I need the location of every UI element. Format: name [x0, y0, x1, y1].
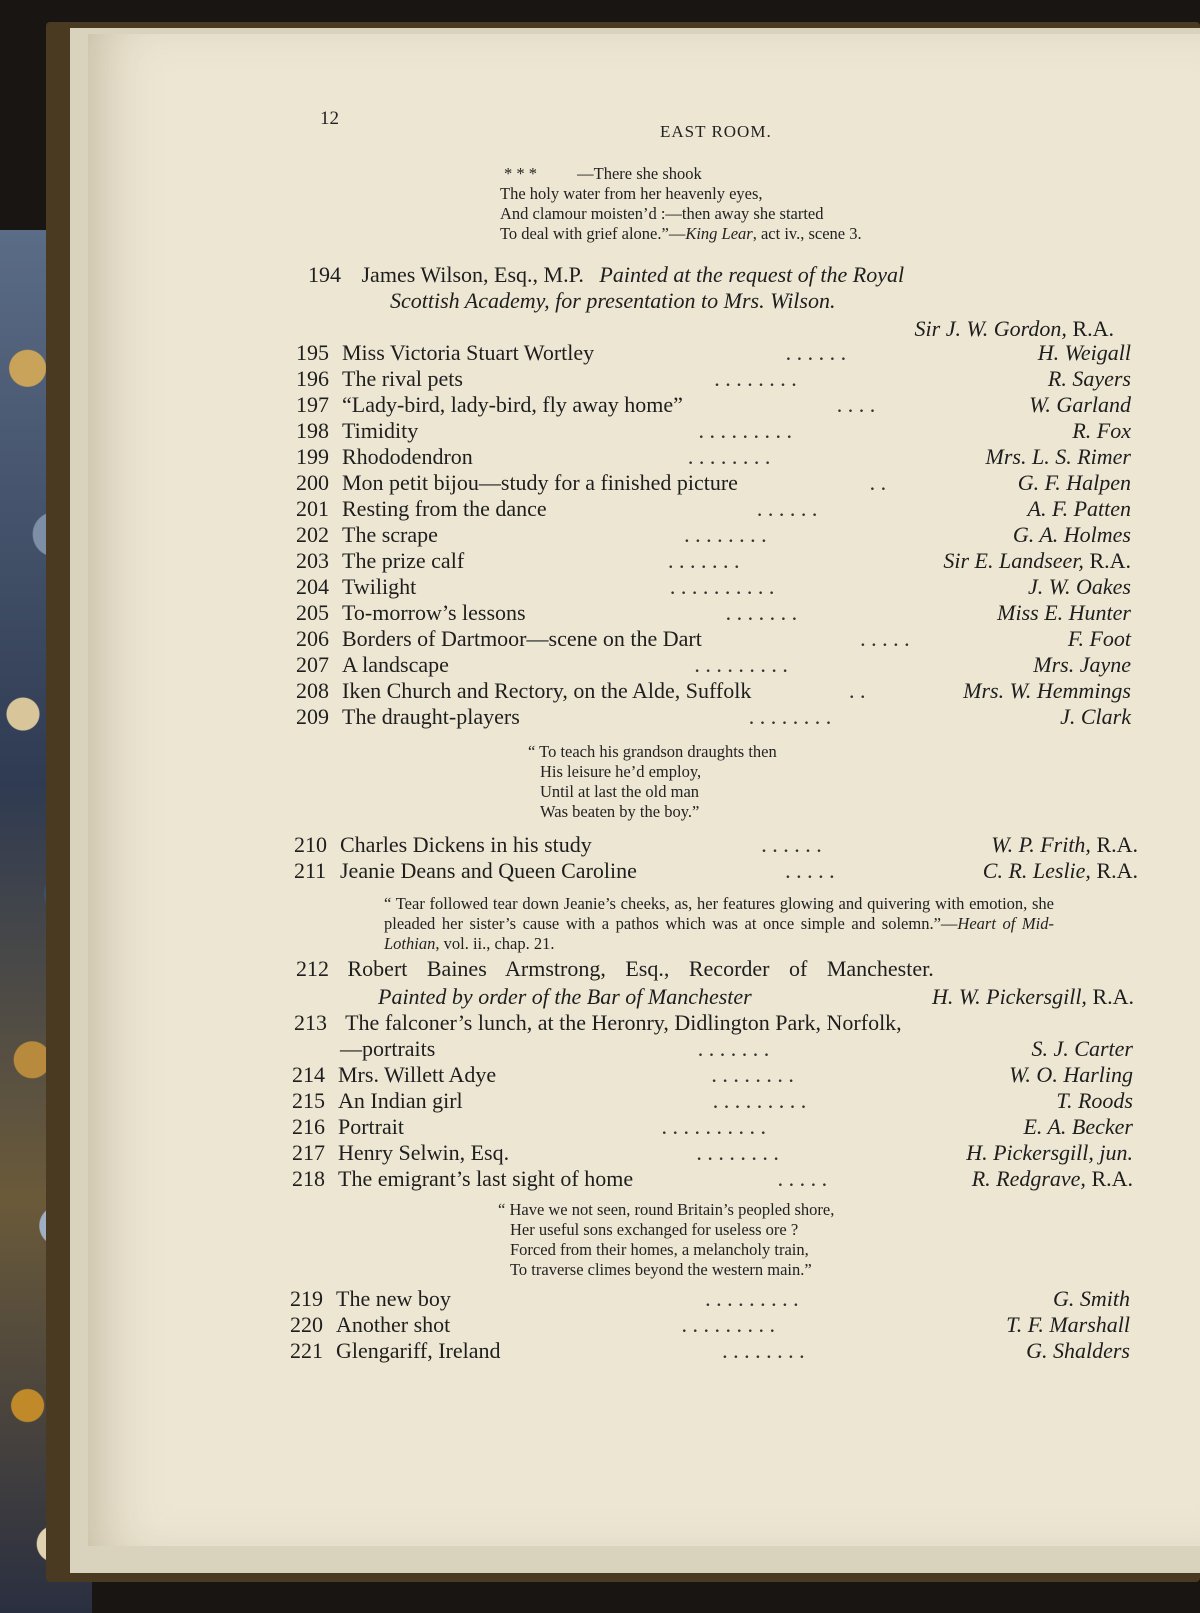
leader-dots: . . . . . . . . .	[694, 652, 788, 677]
entry-title: Mon petit bijou—study for a finished picture	[342, 470, 738, 495]
page-number: 12	[320, 108, 339, 129]
artist-name: G. F. Halpen	[1017, 470, 1131, 495]
quote-line: Her useful sons exchanged for useless ore ?	[510, 1220, 799, 1239]
leader-dots: . . . . . . . .	[722, 1338, 805, 1363]
artist-name: R. Sayers	[1047, 366, 1131, 391]
quote-draughts	[528, 742, 777, 822]
artist-name: H. Weigall	[1037, 340, 1131, 365]
quote-line: Until at last the old man	[540, 782, 700, 801]
quote-jeanie-deans	[384, 894, 1054, 954]
entry-title: Jeanie Deans and Queen Caroline	[340, 858, 637, 883]
entry-title: Charles Dickens in his study	[340, 832, 592, 857]
artist-name: H. Pickersgill, jun.	[966, 1140, 1133, 1165]
entry-row	[292, 1140, 1133, 1166]
entry-row	[294, 858, 1138, 884]
quote-emigrant	[498, 1200, 835, 1280]
artist-name: H. W. Pickersgill,	[931, 984, 1087, 1009]
entry-number: 207	[296, 652, 329, 677]
leader-dots: . . . . . . . . . .	[669, 574, 775, 599]
entry-row	[294, 832, 1138, 858]
entry-title: Glengariff, Ireland	[336, 1338, 501, 1363]
entry-number: 209	[296, 704, 329, 729]
leader-dots: . . . . .	[785, 858, 835, 883]
entry-number: 211	[294, 858, 327, 883]
quote-source-work: King Lear	[685, 224, 753, 243]
entry-title: Another shot	[336, 1312, 451, 1337]
entry-title: Miss Victoria Stuart Wortley	[342, 340, 595, 365]
entry-title: Mrs. Willett Adye	[338, 1062, 497, 1087]
artist-name: Mrs. L. S. Rimer	[985, 444, 1131, 469]
quote-source-ref: , vol. ii., chap. 21.	[435, 934, 555, 953]
leader-dots: . . . . .	[777, 1166, 828, 1191]
entry-number: 197	[296, 392, 329, 417]
entry-row	[292, 1088, 1133, 1114]
entry-number: 208	[296, 678, 329, 703]
quote-text: “ Tear followed tear down Jeanie’s cheeks, as, her features glowing and quivering with emotion, she pleaded her sister’s cause with a pathos which was at once simple and solemn.”—	[384, 894, 1054, 933]
entry-number: 196	[296, 366, 329, 391]
entry-title: The emigrant’s last sight of home	[338, 1166, 634, 1191]
entry-number: 215	[292, 1088, 325, 1113]
quote-line: Forced from their homes, a melancholy train,	[510, 1240, 809, 1259]
entry-194-note-cont: Scottish Academy, for presentation to Mrs. Wilson.	[390, 288, 836, 313]
entry-row	[296, 392, 1131, 418]
artist-name: F. Foot	[1067, 626, 1131, 651]
entry-row	[296, 340, 1131, 366]
entry-row	[296, 704, 1131, 730]
entry-row	[292, 1114, 1133, 1140]
leader-dots: . . . . . . .	[725, 600, 798, 625]
leader-dots: . . . . . . . .	[711, 1062, 794, 1087]
entry-title: The rival pets	[342, 366, 463, 391]
entry-title: The scrape	[342, 522, 438, 547]
entry-number: 199	[296, 444, 329, 469]
leader-dots: . .	[869, 470, 887, 495]
entry-title: Timidity	[342, 418, 419, 443]
entry-194	[308, 262, 904, 288]
entry-number: 220	[290, 1312, 323, 1337]
entry-row	[296, 496, 1131, 522]
entry-title: The draught-players	[342, 704, 520, 729]
quote-line: To deal with grief alone.”—	[500, 224, 686, 243]
artist-name: G. Shalders	[1026, 1338, 1130, 1363]
entry-title: “Lady-bird, lady-bird, fly away home”	[342, 392, 683, 417]
quote-line: Was beaten by the boy.”	[540, 802, 700, 821]
quote-line: His leisure he’d employ,	[540, 762, 702, 781]
leader-dots: . .	[849, 678, 866, 703]
artist-name: S. J. Carter	[1031, 1036, 1133, 1061]
leader-dots: . . . . . .	[785, 340, 847, 365]
quote-source-work: Heart of Mid-Lothian	[384, 914, 1054, 953]
leader-dots: . . . . .	[860, 626, 910, 651]
entry-title: Portrait	[338, 1114, 404, 1139]
artist-suffix: R.A.	[1066, 316, 1114, 341]
entry-row	[292, 1166, 1133, 1192]
leader-dots: . . . . . .	[761, 832, 822, 857]
entry-row	[290, 1312, 1130, 1338]
entry-row	[292, 1062, 1133, 1088]
entry-number: 213	[294, 1010, 327, 1035]
entry-title-cont: —portraits	[340, 1036, 436, 1061]
leader-dots: . . . . . . . . . .	[661, 1114, 766, 1139]
entry-212-note: Painted by order of the Bar of Manchester	[378, 984, 752, 1009]
entry-title: To-morrow’s lessons	[342, 600, 526, 625]
entry-row	[296, 470, 1131, 496]
leader-dots: . . . . . . .	[697, 1036, 770, 1061]
entry-number: 216	[292, 1114, 325, 1139]
entry-row	[296, 548, 1131, 574]
entry-number: 217	[292, 1140, 325, 1165]
artist-name: E. A. Becker	[1023, 1114, 1133, 1139]
artist-suffix: R.A.	[1086, 984, 1134, 1009]
entry-number: 198	[296, 418, 329, 443]
artist-name: C. R. Leslie, R.A.	[982, 858, 1138, 883]
entry-row	[296, 600, 1131, 626]
entry-212-artist	[932, 984, 1134, 1010]
leader-dots: . . . . . . . . .	[712, 1088, 807, 1113]
entry-title: Borders of Dartmoor—scene on the Dart	[342, 626, 702, 651]
leader-dots: . . . . . . .	[668, 548, 740, 573]
artist-name: A. F. Patten	[1027, 496, 1131, 521]
leader-dots: . . . . . . . .	[687, 444, 771, 469]
entry-title: James Wilson, Esq., M.P.	[361, 262, 584, 287]
artist-name: R. Fox	[1072, 418, 1131, 443]
entry-note: Painted at the request of the Royal	[599, 262, 905, 287]
quote-line: And clamour moisten’d :—then away she started	[500, 204, 824, 223]
entry-title: Iken Church and Rectory, on the Alde, Suffolk	[342, 678, 752, 703]
leader-dots: . . . . . . . . .	[705, 1286, 799, 1311]
entry-title: Robert Baines Armstrong, Esq., Recorder of Manchester.	[347, 956, 934, 981]
entry-row	[296, 418, 1131, 444]
artist-name: Sir E. Landseer, R.A.	[943, 548, 1131, 573]
artist-name: T. F. Marshall	[1006, 1312, 1130, 1337]
artist-name: J. W. Oakes	[1027, 574, 1131, 599]
entry-row	[296, 652, 1131, 678]
entry-title: Resting from the dance	[342, 496, 547, 521]
entry-number: 221	[290, 1338, 323, 1363]
entry-row	[296, 678, 1131, 704]
entry-number: 203	[296, 548, 329, 573]
entry-number: 206	[296, 626, 329, 651]
entry-row	[296, 626, 1131, 652]
entry-title: Twilight	[342, 574, 417, 599]
entry-title: A landscape	[342, 652, 449, 677]
entry-194-artist	[915, 316, 1114, 342]
running-head: EAST ROOM.	[660, 122, 772, 141]
entry-row	[296, 366, 1131, 392]
entry-title: The prize calf	[342, 548, 465, 573]
artist-name: W. Garland	[1029, 392, 1131, 417]
entry-title: The new boy	[336, 1286, 451, 1311]
artist-name: W. P. Frith, R.A.	[991, 832, 1138, 857]
artist-name: W. O. Harling	[1009, 1062, 1133, 1087]
artist-name: Miss E. Hunter	[997, 600, 1131, 625]
leader-dots: . . . . . . . .	[684, 522, 767, 547]
entry-number: 201	[296, 496, 329, 521]
leader-dots: . . . . . . . .	[748, 704, 832, 729]
entry-number: 218	[292, 1166, 325, 1191]
quote-line: To traverse climes beyond the western main.”	[510, 1260, 812, 1279]
entry-row	[296, 444, 1131, 470]
leader-dots: . . . .	[836, 392, 876, 417]
quote-line: “ To teach his grandson draughts then	[528, 742, 777, 761]
artist-name: Mrs. Jayne	[1033, 652, 1131, 677]
quote-line: The holy water from her heavenly eyes,	[500, 184, 763, 203]
quote-king-lear	[500, 164, 862, 244]
artist-name: G. A. Holmes	[1012, 522, 1131, 547]
quote-line: “ Have we not seen, round Britain’s peopled shore,	[498, 1200, 835, 1219]
entry-number: 194	[308, 262, 341, 287]
entry-number: 202	[296, 522, 329, 547]
entry-number: 200	[296, 470, 329, 495]
artist-name: G. Smith	[1053, 1286, 1130, 1311]
entry-number: 204	[296, 574, 329, 599]
entry-number: 210	[294, 832, 327, 857]
artist-name: Mrs. W. Hemmings	[963, 678, 1131, 703]
entry-title: Henry Selwin, Esq.	[338, 1140, 510, 1165]
artist-name: R. Redgrave, R.A.	[971, 1166, 1133, 1191]
entry-213-cont	[340, 1036, 1133, 1062]
leader-dots: . . . . . .	[756, 496, 818, 521]
entry-number: 214	[292, 1062, 325, 1087]
quote-line: —There she shook	[577, 164, 702, 183]
leader-dots: . . . . . . . . .	[681, 1312, 775, 1337]
entry-row	[290, 1286, 1130, 1312]
entry-number: 212	[296, 956, 329, 981]
entry-number: 195	[296, 340, 329, 365]
entry-title: An Indian girl	[338, 1088, 463, 1113]
leader-dots: . . . . . . . . .	[698, 418, 793, 443]
leader-dots: . . . . . . . .	[714, 366, 797, 391]
entry-number: 219	[290, 1286, 323, 1311]
entry-212	[296, 956, 934, 982]
artist-name: Sir J. W. Gordon,	[914, 316, 1067, 341]
artist-name: T. Roods	[1056, 1088, 1133, 1113]
entry-row	[296, 574, 1131, 600]
entry-number: 205	[296, 600, 329, 625]
entry-title: Rhododendron	[342, 444, 473, 469]
leader-dots: . . . . . . . .	[696, 1140, 779, 1165]
quote-source-ref: , act iv., scene 3.	[752, 224, 862, 243]
entry-title: The falconer’s lunch, at the Heronry, Didlington Park, Norfolk,	[345, 1010, 902, 1035]
artist-name: J. Clark	[1060, 704, 1131, 729]
entry-row	[290, 1338, 1130, 1364]
entry-213	[294, 1010, 902, 1036]
entry-row	[296, 522, 1131, 548]
quote-stars: * * *	[504, 164, 537, 183]
